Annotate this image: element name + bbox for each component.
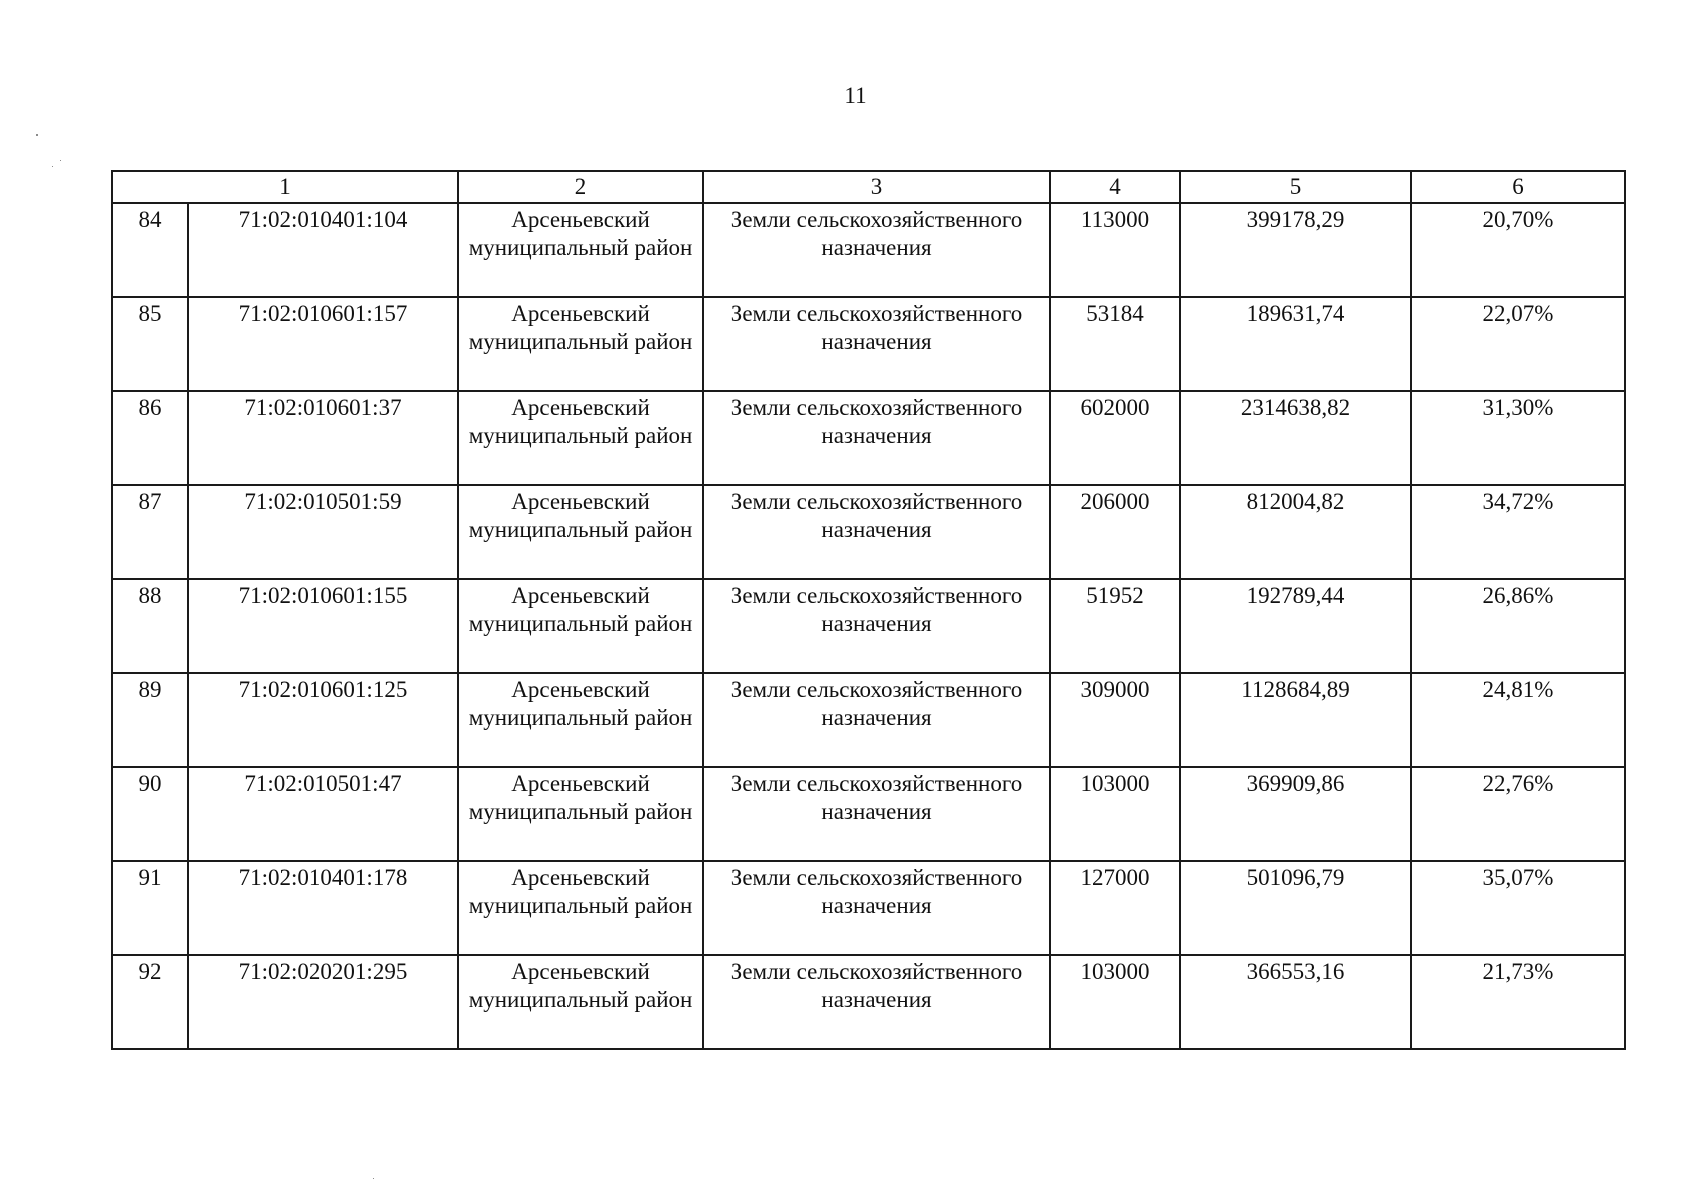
table-row: [112, 955, 1625, 1049]
land-category-cell: Земли сельскохозяйственного назначения: [703, 391, 1050, 485]
cadastral-number-cell: 71:02:010601:155: [188, 579, 458, 673]
header-cell: 6: [1411, 171, 1625, 203]
land-category-cell: Земли сельскохозяйственного назначения: [703, 861, 1050, 955]
percent-cell: 20,70%: [1411, 203, 1625, 297]
municipality-cell: Арсеньевский муниципальный район: [458, 767, 703, 861]
land-category-cell: Земли сельскохозяйственного назначения: [703, 203, 1050, 297]
municipality-cell: Арсеньевский муниципальный район: [458, 673, 703, 767]
cadastral-number-cell: 71:02:010501:59: [188, 485, 458, 579]
percent-cell: 35,07%: [1411, 861, 1625, 955]
row-number-cell: 90: [112, 767, 188, 861]
cadastral-number-cell: 71:02:010601:125: [188, 673, 458, 767]
table-row: [112, 203, 1625, 297]
page-number: 11: [844, 83, 867, 108]
land-category-cell: Земли сельскохозяйственного назначения: [703, 579, 1050, 673]
table-row: [112, 767, 1625, 861]
table-body: [112, 171, 1625, 1049]
scan-speck: [36, 134, 38, 136]
cadastral-number-cell: 71:02:010601:157: [188, 297, 458, 391]
land-category-cell: Земли сельскохозяйственного назначения: [703, 485, 1050, 579]
cadastral-number-cell: 71:02:010401:104: [188, 203, 458, 297]
header-cell: 5: [1180, 171, 1411, 203]
area-cell: 103000: [1050, 767, 1180, 861]
area-cell: 51952: [1050, 579, 1180, 673]
cadastral-value-cell: 189631,74: [1180, 297, 1411, 391]
municipality-cell: Арсеньевский муниципальный район: [458, 955, 703, 1049]
land-plots-table: [111, 170, 1626, 1050]
cadastral-value-cell: 366553,16: [1180, 955, 1411, 1049]
scan-speck: [60, 160, 61, 161]
table-row: [112, 861, 1625, 955]
cadastral-value-cell: 1128684,89: [1180, 673, 1411, 767]
area-cell: 127000: [1050, 861, 1180, 955]
header-cell: 3: [703, 171, 1050, 203]
row-number-cell: 87: [112, 485, 188, 579]
land-category-cell: Земли сельскохозяйственного назначения: [703, 297, 1050, 391]
percent-cell: 24,81%: [1411, 673, 1625, 767]
area-cell: 53184: [1050, 297, 1180, 391]
cadastral-value-cell: 399178,29: [1180, 203, 1411, 297]
percent-cell: 34,72%: [1411, 485, 1625, 579]
municipality-cell: Арсеньевский муниципальный район: [458, 391, 703, 485]
municipality-cell: Арсеньевский муниципальный район: [458, 579, 703, 673]
row-number-cell: 85: [112, 297, 188, 391]
header-cell: 2: [458, 171, 703, 203]
percent-cell: 31,30%: [1411, 391, 1625, 485]
area-cell: 103000: [1050, 955, 1180, 1049]
land-category-cell: Земли сельскохозяйственного назначения: [703, 673, 1050, 767]
scan-speck: [52, 166, 53, 167]
municipality-cell: Арсеньевский муниципальный район: [458, 297, 703, 391]
area-cell: 206000: [1050, 485, 1180, 579]
table-row: [112, 297, 1625, 391]
cadastral-value-cell: 369909,86: [1180, 767, 1411, 861]
table-row: [112, 673, 1625, 767]
municipality-cell: Арсеньевский муниципальный район: [458, 203, 703, 297]
percent-cell: 22,07%: [1411, 297, 1625, 391]
area-cell: 113000: [1050, 203, 1180, 297]
land-category-cell: Земли сельскохозяйственного назначения: [703, 767, 1050, 861]
land-category-cell: Земли сельскохозяйственного назначения: [703, 955, 1050, 1049]
cadastral-value-cell: 192789,44: [1180, 579, 1411, 673]
table-row: [112, 485, 1625, 579]
row-number-cell: 86: [112, 391, 188, 485]
row-number-cell: 91: [112, 861, 188, 955]
municipality-cell: Арсеньевский муниципальный район: [458, 485, 703, 579]
header-cell: 1: [112, 171, 458, 203]
area-cell: 309000: [1050, 673, 1180, 767]
cadastral-number-cell: 71:02:010501:47: [188, 767, 458, 861]
municipality-cell: Арсеньевский муниципальный район: [458, 861, 703, 955]
percent-cell: 22,76%: [1411, 767, 1625, 861]
cadastral-number-cell: 71:02:020201:295: [188, 955, 458, 1049]
cadastral-number-cell: 71:02:010601:37: [188, 391, 458, 485]
scan-speck: [373, 1178, 374, 1179]
header-cell: 4: [1050, 171, 1180, 203]
percent-cell: 26,86%: [1411, 579, 1625, 673]
table-row: [112, 391, 1625, 485]
row-number-cell: 89: [112, 673, 188, 767]
cadastral-value-cell: 2314638,82: [1180, 391, 1411, 485]
cadastral-value-cell: 812004,82: [1180, 485, 1411, 579]
cadastral-number-cell: 71:02:010401:178: [188, 861, 458, 955]
table-row: [112, 579, 1625, 673]
area-cell: 602000: [1050, 391, 1180, 485]
row-number-cell: 92: [112, 955, 188, 1049]
percent-cell: 21,73%: [1411, 955, 1625, 1049]
cadastral-value-cell: 501096,79: [1180, 861, 1411, 955]
table-header-row: [112, 171, 1625, 203]
row-number-cell: 84: [112, 203, 188, 297]
row-number-cell: 88: [112, 579, 188, 673]
